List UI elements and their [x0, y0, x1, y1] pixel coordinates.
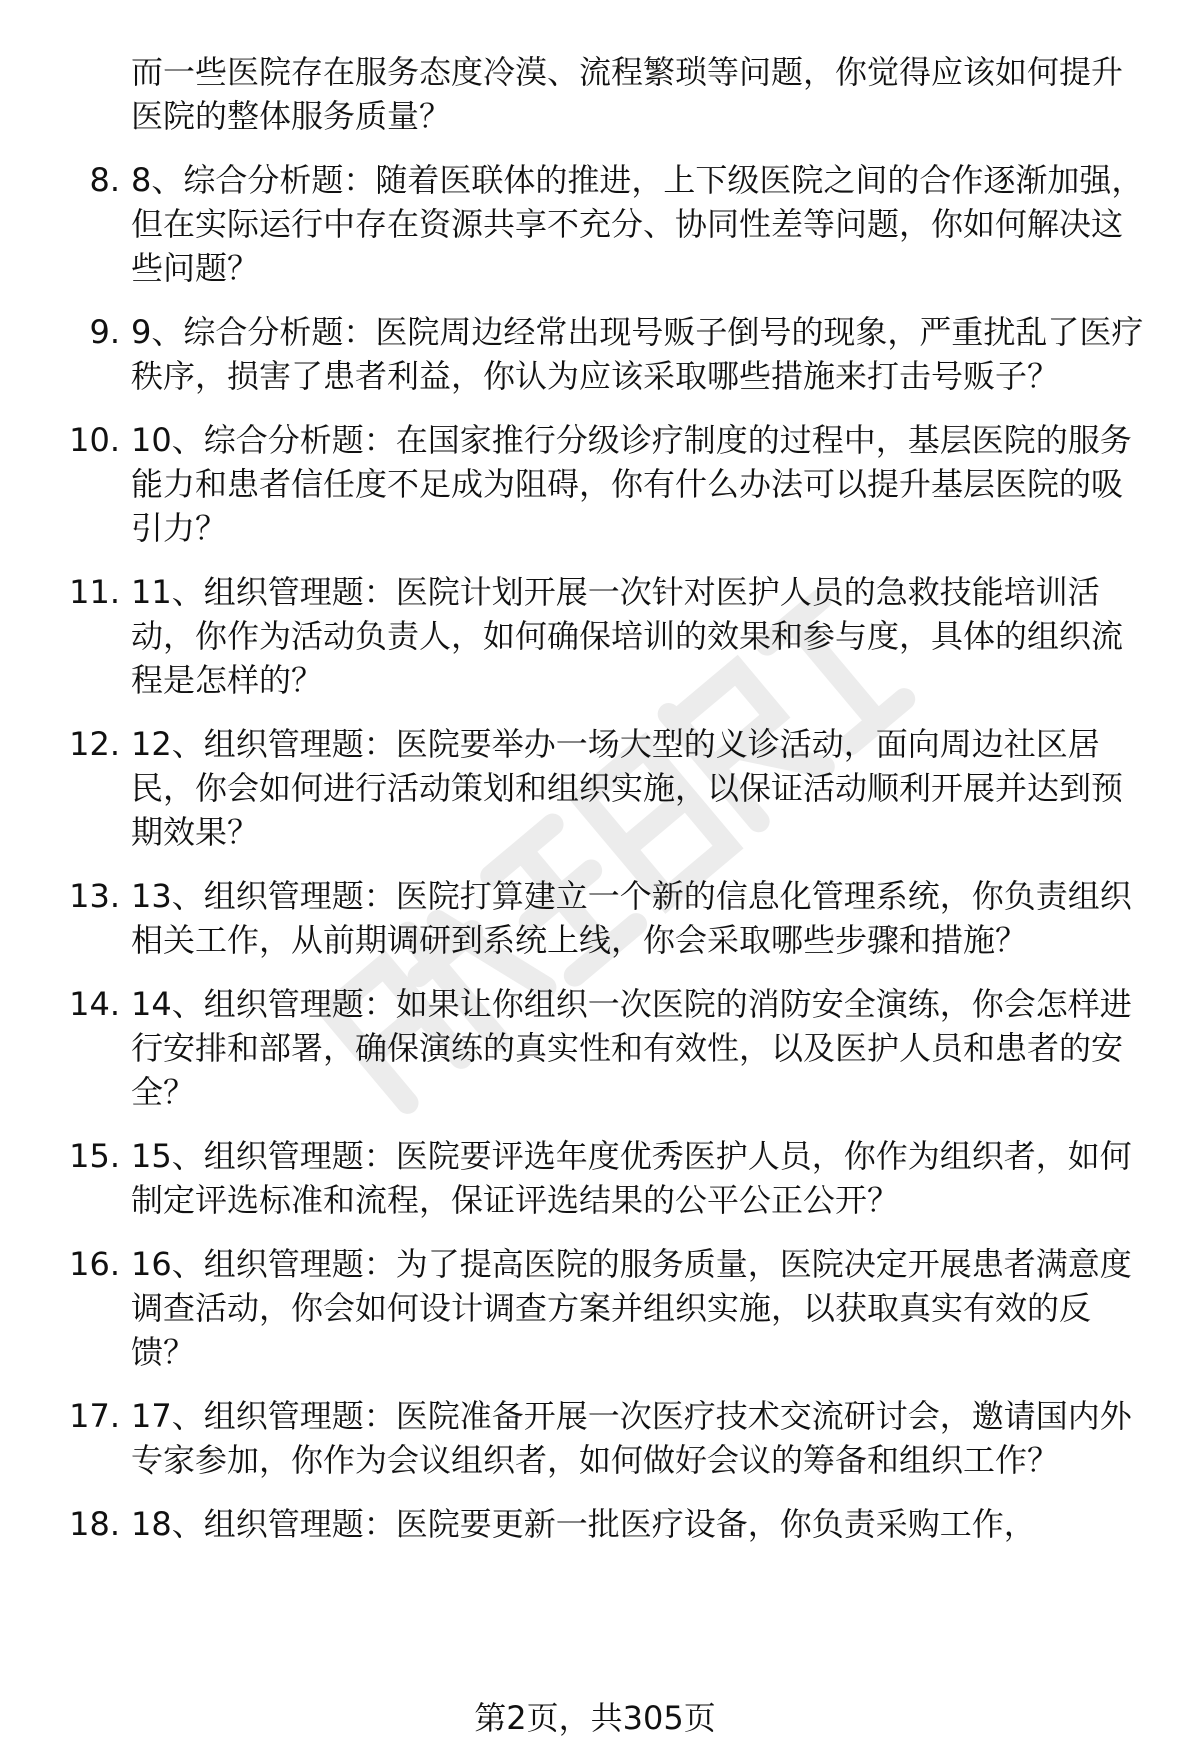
list-item — [69, 874, 1151, 962]
list-item-text: 11、组织管理题：医院计划开展一次针对医护人员的急救技能培训活动，你作为活动负责人，如何确保培训的效果和参与度，具体的组织流程是怎样的？ — [131, 573, 1124, 699]
list-item-number: 14. — [69, 985, 120, 1023]
list-item — [69, 1242, 1151, 1374]
list-item — [69, 1134, 1151, 1222]
list-item-number: 9. — [89, 313, 120, 351]
list-item-number: 17. — [69, 1397, 120, 1435]
list-item-text: 12、组织管理题：医院要举办一场大型的义诊活动，面向周边社区居民，你会如何进行活动策划和组织实施，以保证活动顺利开展并达到预期效果？ — [131, 725, 1124, 851]
list-item-text: 18、组织管理题：医院要更新一批医疗设备，你负责采购工作， — [131, 1505, 1036, 1543]
list-item-number: 16. — [69, 1245, 120, 1283]
list-item-number: 15. — [69, 1137, 120, 1175]
list-item-text: 13、组织管理题：医院打算建立一个新的信息化管理系统，你负责组织相关工作，从前期调研到系统上线，你会采取哪些步骤和措施？ — [131, 877, 1132, 959]
list-item-text: 15、组织管理题：医院要评选年度优秀医护人员，你作为组织者，如何制定评选标准和流程，保证评选结果的公平公正公开？ — [131, 1137, 1132, 1219]
list-item-text: 10、综合分析题：在国家推行分级诊疗制度的过程中，基层医院的服务能力和患者信任度不足成为阻碍，你有什么办法可以提升基层医院的吸引力？ — [131, 421, 1132, 547]
list-item — [69, 982, 1151, 1114]
list-item — [69, 1394, 1151, 1482]
list-item — [89, 158, 1151, 290]
list-item-text: 8、综合分析题：随着医联体的推进，上下级医院之间的合作逐渐加强，但在实际运行中存在资源共享不充分、协同性差等问题，你如何解决这些问题？ — [131, 161, 1144, 287]
list-item-text: 9、综合分析题：医院周边经常出现号贩子倒号的现象，严重扰乱了医疗秩序，损害了患者利益，你认为应该采取哪些措施来打击号贩子？ — [131, 313, 1144, 395]
list-item-number: 13. — [69, 877, 120, 915]
list-item-text: 16、组织管理题：为了提高医院的服务质量，医院决定开展患者满意度调查活动，你会如何设计调查方案并组织实施，以获取真实有效的反馈？ — [131, 1245, 1132, 1371]
list-item — [69, 418, 1151, 550]
intro-paragraph: 而一些医院存在服务态度冷漠、流程繁琐等问题，你觉得应该如何提升医院的整体服务质量？ — [131, 53, 1124, 135]
list-item-text: 14、组织管理题：如果让你组织一次医院的消防安全演练，你会怎样进行安排和部署，确保演练的真实性和有效性，以及医护人员和患者的安全？ — [131, 985, 1132, 1111]
document-content — [0, 50, 1190, 1546]
list-item-number: 11. — [69, 573, 120, 611]
list-item — [69, 1502, 1151, 1546]
list-item-number: 18. — [69, 1505, 120, 1543]
list-item — [89, 310, 1151, 398]
list-item-number: 10. — [69, 421, 120, 459]
list-item-number: 8. — [89, 161, 120, 199]
list-item — [69, 570, 1151, 702]
list-item — [69, 722, 1151, 854]
page-footer: 第2页，共305页 — [474, 1699, 716, 1737]
list-item-text: 17、组织管理题：医院准备开展一次医疗技术交流研讨会，邀请国内外专家参加，你作为会议组织者，如何做好会议的筹备和组织工作？ — [131, 1397, 1132, 1479]
list-item-number: 12. — [69, 725, 120, 763]
